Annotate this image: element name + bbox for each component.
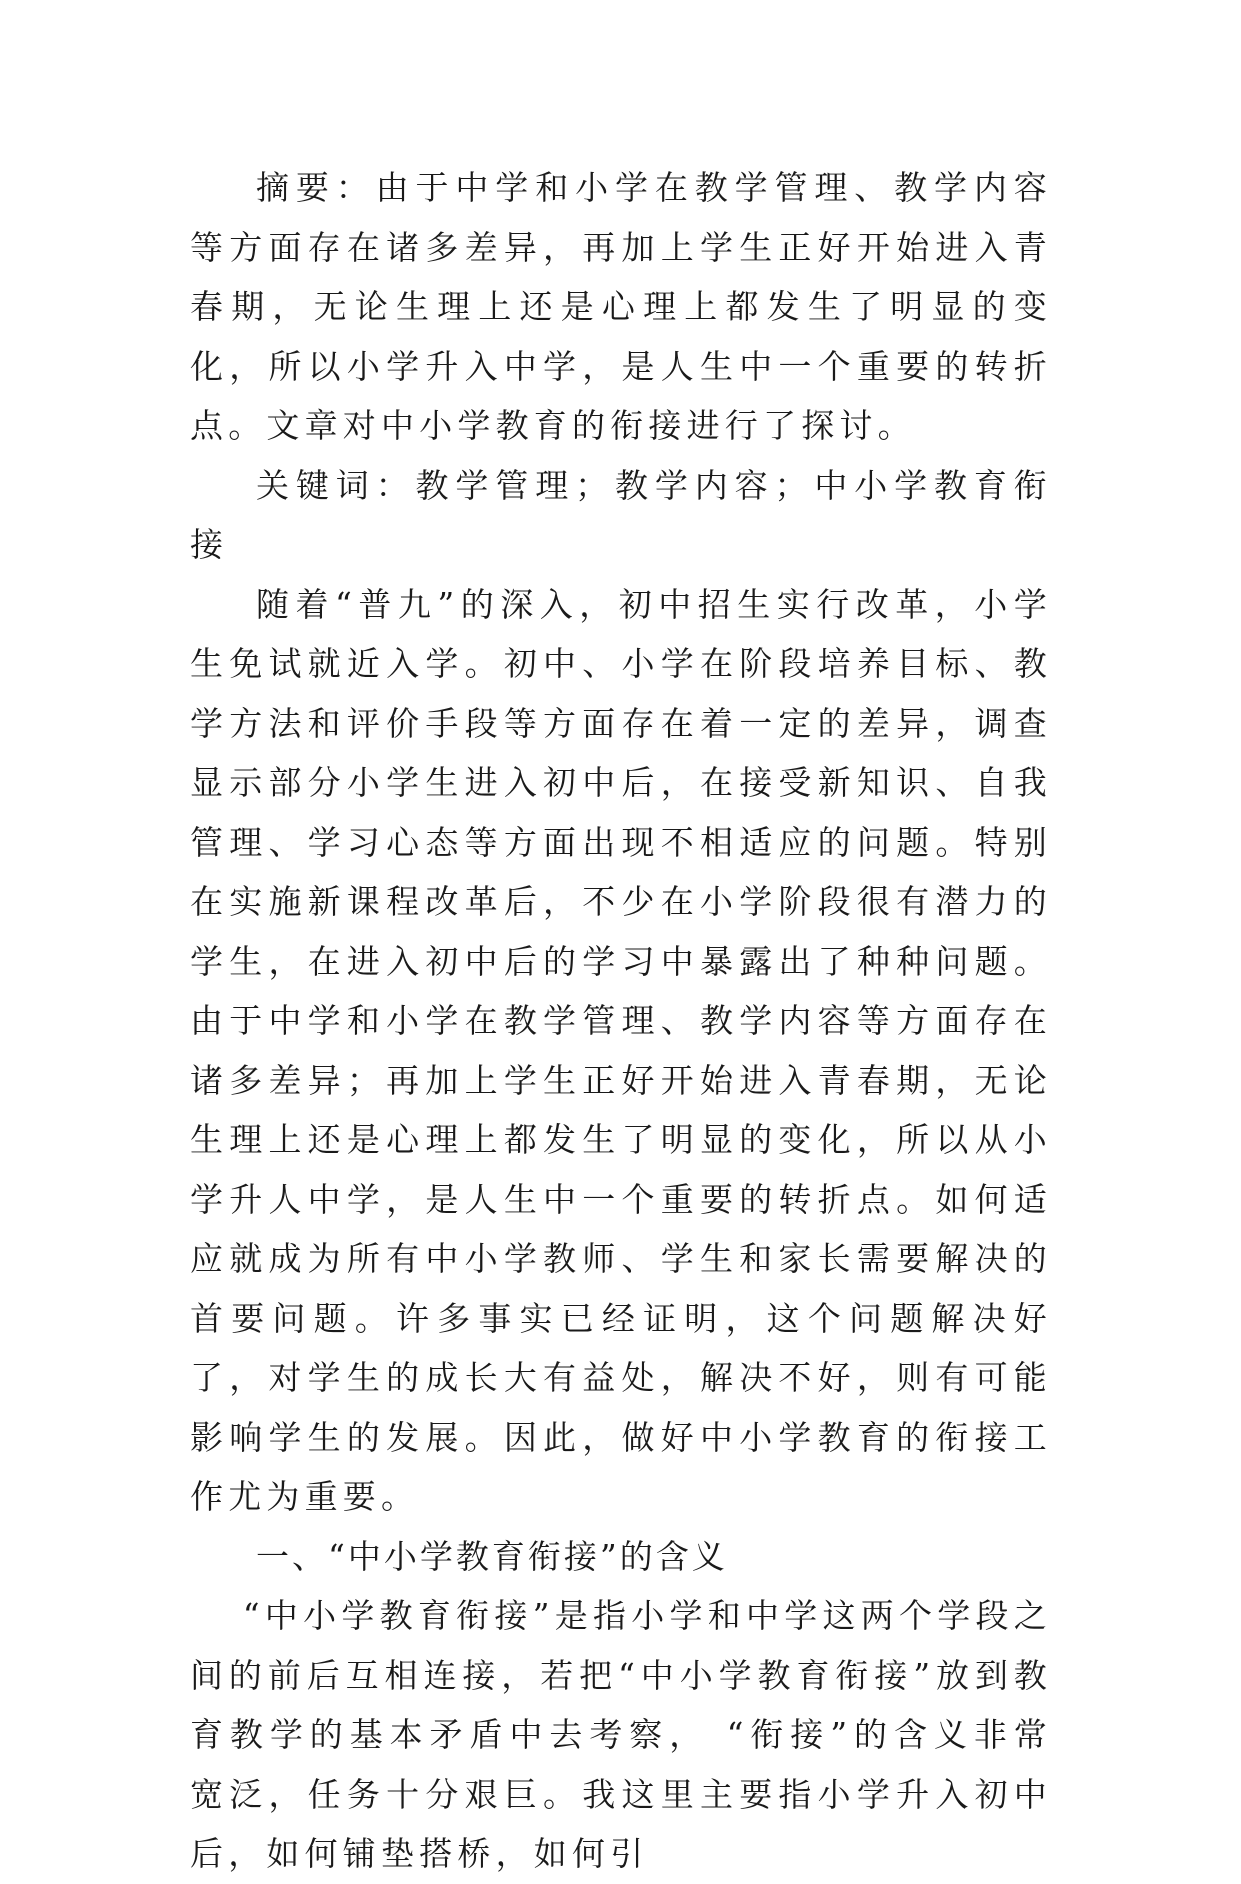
- document-page: [190, 158, 1052, 1884]
- section-1-heading: 一、“中小学教育衔接”的含义: [256, 1536, 728, 1576]
- intro-paragraph: 随着“普九”的深入，初中招生实行改革，小学生免试就近入学。初中、小学在阶段培养目标、教学方法和评价手段等方面存在着一定的差异，调查显示部分小学生进入初中后，在接受新知识、自我管理、学习心态等方面出现不相适应的问题。特别在实施新课程改革后，不少在小学阶段很有潜力的学生，在进入初中后的学习中暴露出了种种问题。由于中学和小学在教学管理、教学内容等方面存在诸多差异；再加上学生正好开始进入青春期，无论生理上还是心理上都发生了明显的变化，所以从小学升人中学，是人生中一个重要的转折点。如何适应就成为所有中小学教师、学生和家长需要解决的首要问题。许多事实已经证明，这个问题解决好了，对学生的成长大有益处，解决不好，则有可能影响学生的发展。因此，做好中小学教育的衔接工作尤为重要。: [190, 584, 1052, 1516]
- section-1-paragraph: “中小学教育衔接”是指小学和中学这两个学段之间的前后互相连接，若把“中小学教育衔接”放到教育教学的基本矛盾中去考察， “衔接”的含义非常宽泛，任务十分艰巨。我这里主要指小学升入初中后，如何铺垫搭桥，如何引: [190, 1596, 1052, 1873]
- abstract-paragraph: 摘要：由于中学和小学在教学管理、教学内容等方面存在诸多差异，再加上学生正好开始进入青春期，无论生理上还是心理上都发生了明显的变化，所以小学升入中学，是人生中一个重要的转折点。文章对中小学教育的衔接进行了探讨。: [190, 168, 1052, 445]
- keywords-paragraph: 关键词：教学管理；教学内容；中小学教育衔接: [190, 465, 1052, 564]
